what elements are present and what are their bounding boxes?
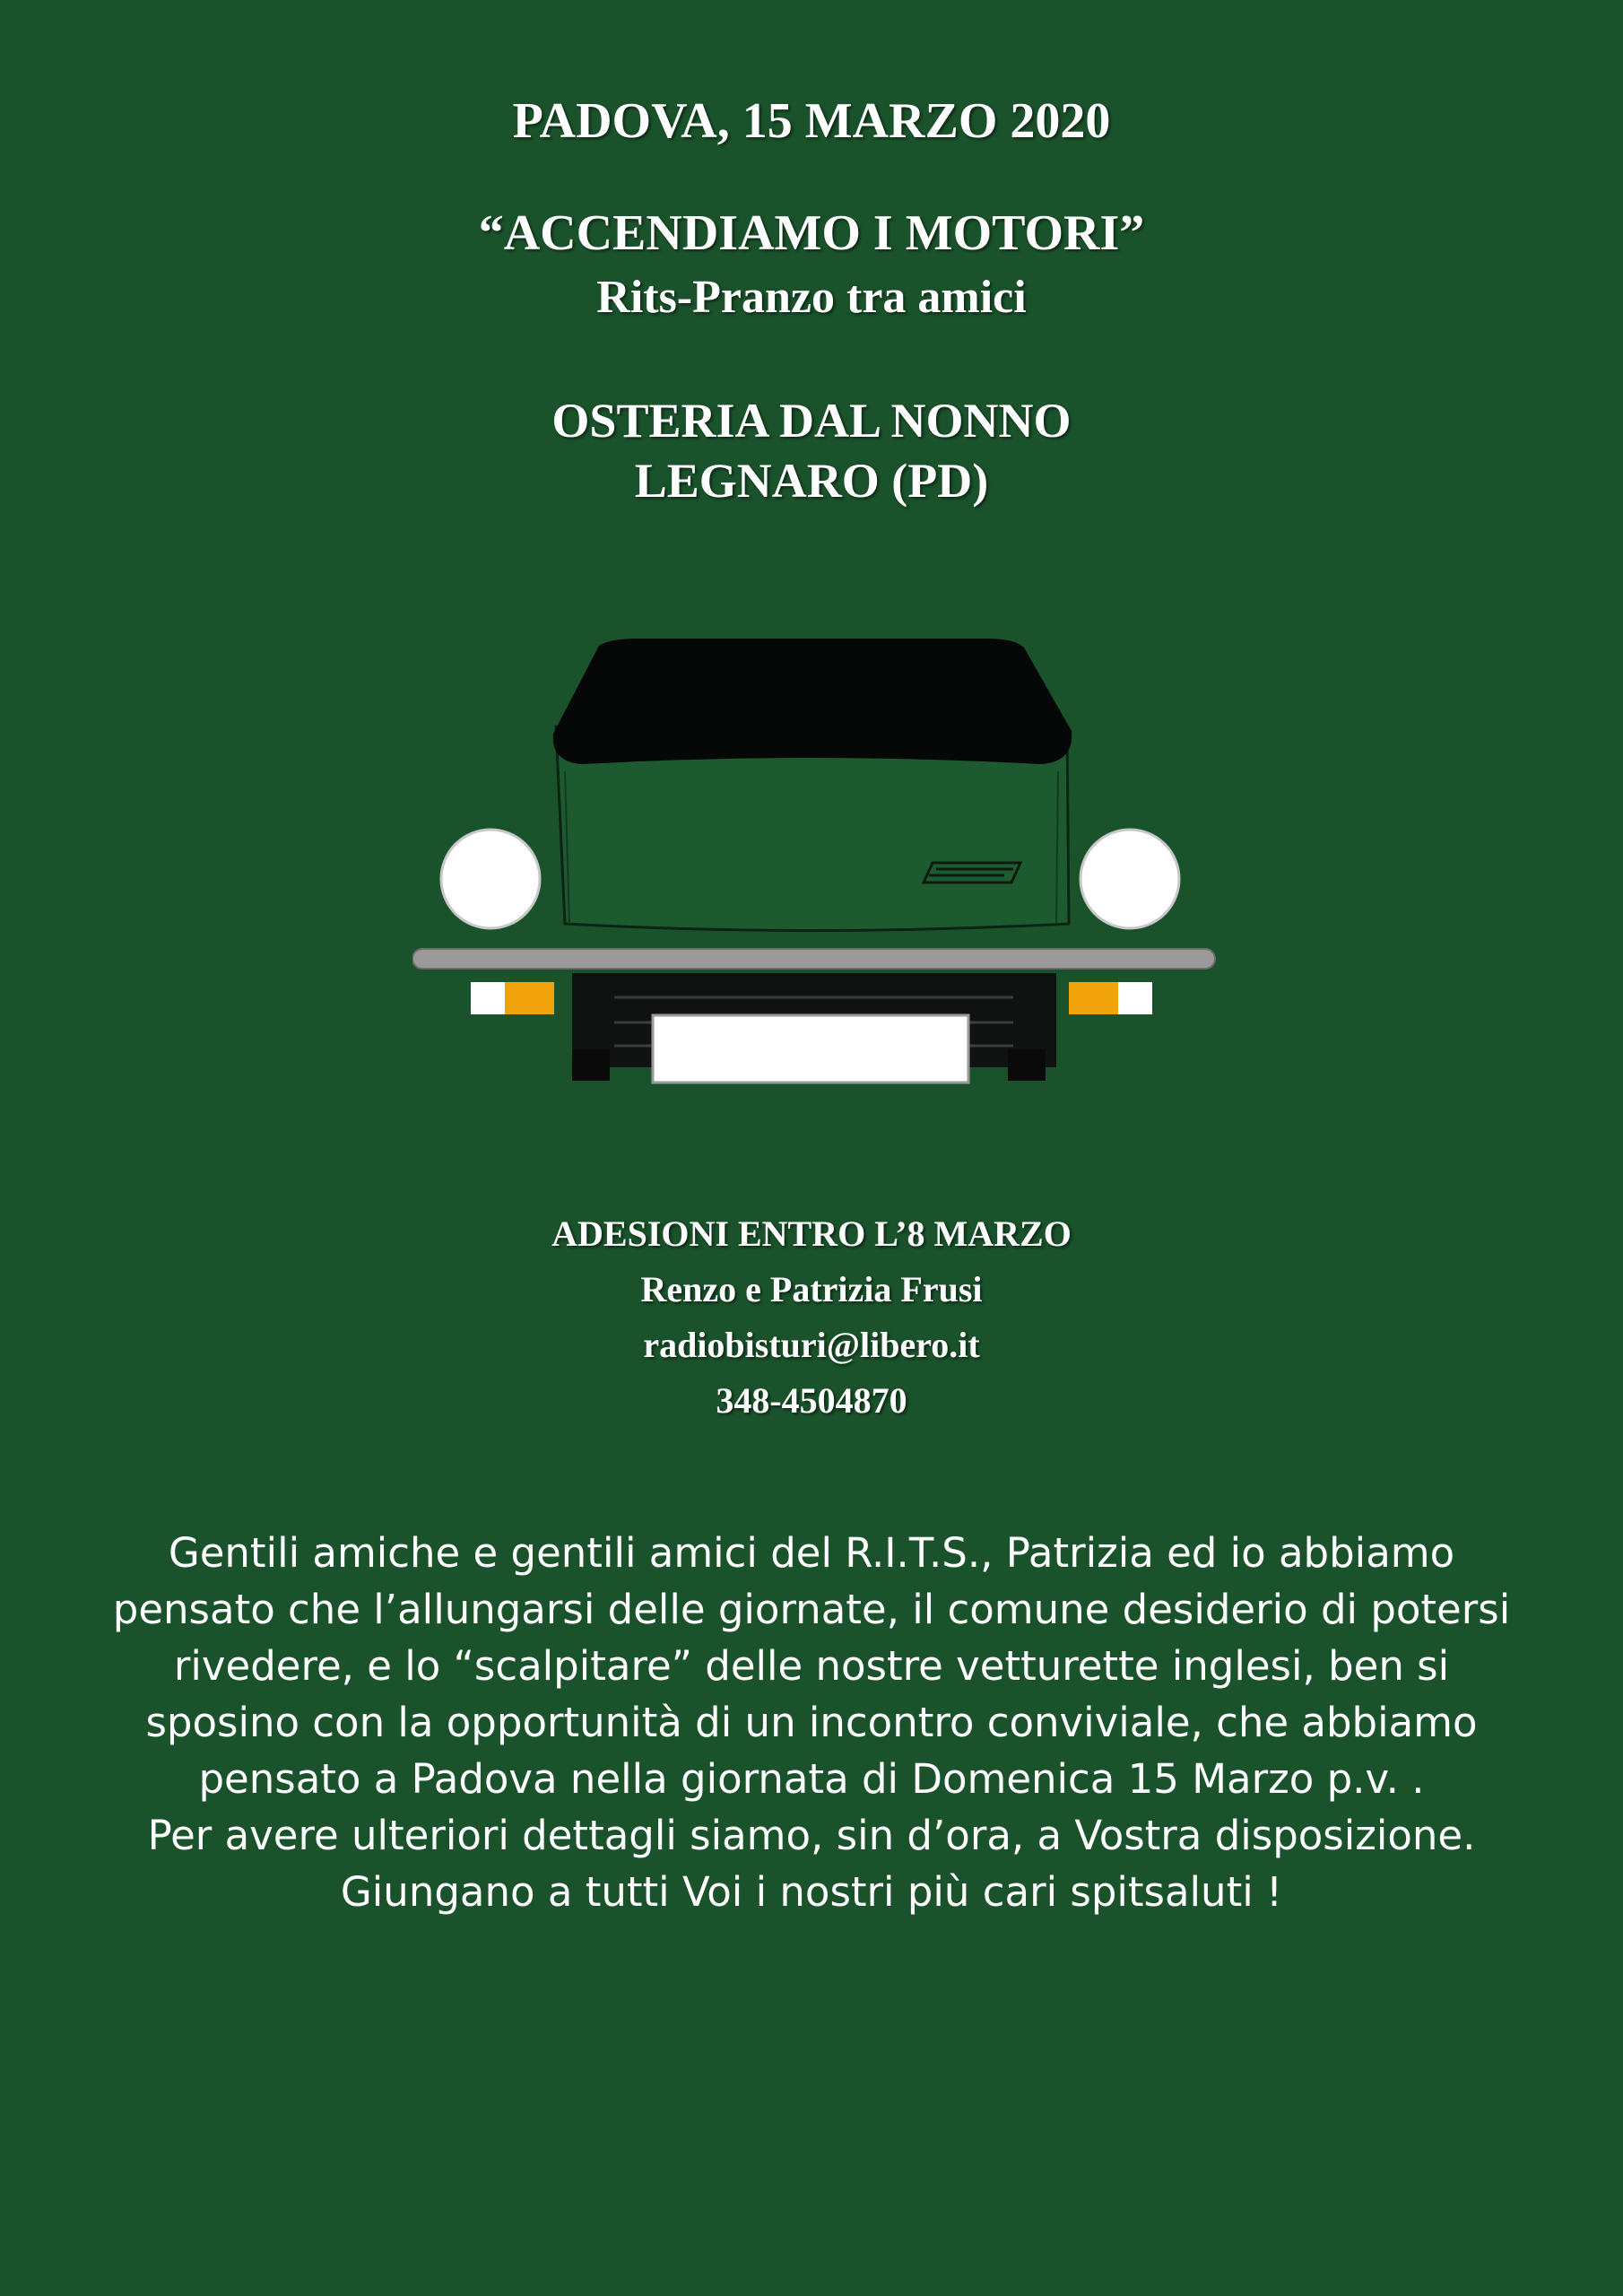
contact-email: radiobisturi@libero.it: [643, 1325, 980, 1365]
message-line: Per avere ulteriori dettagli siamo, sin d’ora, a Vostra disposizione.: [147, 1812, 1476, 1859]
message-line: pensato a Padova nella giornata di Domenica 15 Marzo p.v. .: [198, 1755, 1425, 1803]
message-line: Gentili amiche e gentili amici del R.I.T.S., Patrizia ed io abbiamo: [168, 1529, 1455, 1577]
venue-location: LEGNARO (PD): [634, 454, 989, 508]
headlight-right: [1081, 830, 1179, 928]
car-front-icon: [412, 628, 1219, 1094]
message-line: sposino con la opportunità di un incontro conviviale, che abbiamo: [145, 1699, 1478, 1746]
parking-light-left: [471, 982, 505, 1014]
headlight-left: [441, 830, 540, 928]
license-plate: [653, 1015, 968, 1083]
parking-light-right: [1118, 982, 1152, 1014]
event-title: “ACCENDIAMO I MOTORI”: [478, 205, 1145, 261]
event-date-heading: PADOVA, 15 MARZO 2020: [512, 93, 1111, 149]
indicator-left: [505, 982, 554, 1014]
message-line: pensato che l’allungarsi delle giornate, il comune desiderio di potersi: [112, 1586, 1511, 1633]
organizers-names: Renzo e Patrizia Frusi: [640, 1269, 983, 1309]
indicator-right: [1069, 982, 1118, 1014]
message-line: rivedere, e lo “scalpitare” delle nostre vetturette inglesi, ben si: [173, 1642, 1450, 1690]
contact-phone: 348-4504870: [716, 1380, 907, 1421]
car-bumper: [412, 949, 1215, 969]
invitation-message: [36, 1525, 1587, 1920]
wheel-right: [1008, 1049, 1046, 1081]
message-line: Giungano a tutti Voi i nostri più cari spitsaluti !: [340, 1868, 1283, 1916]
event-subtitle: Rits-Pranzo tra amici: [596, 272, 1027, 323]
registration-deadline: ADESIONI ENTRO L’8 MARZO: [551, 1213, 1072, 1254]
contact-block: [0, 1206, 1623, 1429]
wheel-left: [572, 1049, 610, 1081]
venue-name: OSTERIA DAL NONNO: [551, 394, 1072, 448]
car-windscreen: [553, 639, 1072, 764]
